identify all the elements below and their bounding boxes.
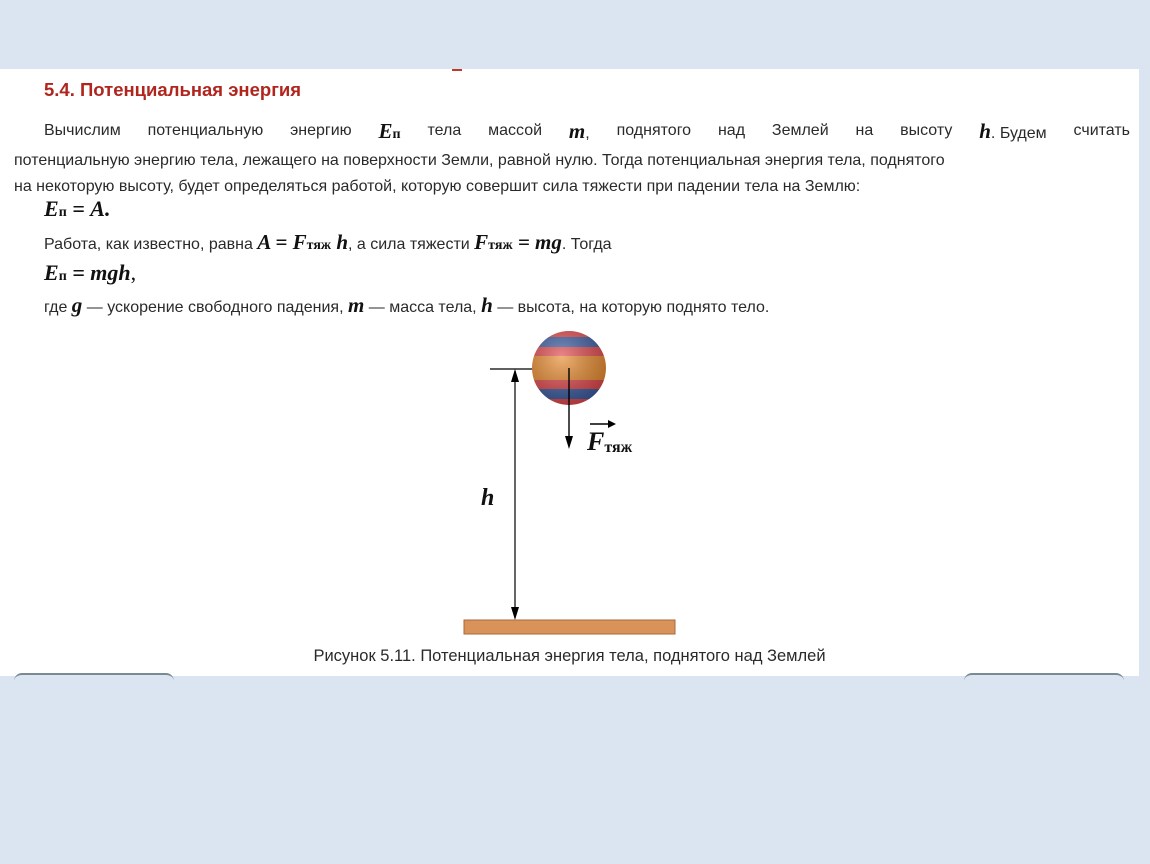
para-line-1: Вычислим потенциальную энергию Eп тела массой m, поднятого над Землей на высоту h. Будем считать: [14, 118, 1130, 148]
ball: [530, 329, 610, 407]
figure-caption: Рисунок 5.11. Потенциальная энергия тела, поднятого над Землей: [313, 647, 826, 665]
next-page-button[interactable]: [964, 673, 1124, 689]
formula-ep-equals-mgh: Eп = mgh,: [44, 260, 137, 285]
height-arrow-top-head: [511, 369, 519, 382]
intro-paragraph: [14, 118, 1130, 200]
para-line-3: на некоторую высоту, будет определяться работой, которую совершит сила тяжести при падении тела на Землю:: [14, 178, 861, 195]
force-vector-bar-head: [608, 420, 616, 428]
prev-page-button[interactable]: [14, 673, 174, 689]
slide-background-right: [1139, 69, 1150, 676]
where-line: где g — ускорение свободного падения, m — масса тела, h — высота, на которую поднято тело.: [44, 293, 770, 317]
height-label: h: [481, 485, 495, 511]
height-arrow-bottom-head: [511, 607, 519, 620]
symbol-e-p: Eп: [378, 119, 401, 143]
section-title: 5.4. Потенциальная энергия: [44, 79, 302, 100]
slide-background-top: [0, 0, 1150, 69]
document-page: [0, 69, 1139, 676]
ground-surface: [464, 620, 675, 634]
gravity-force-arrow-head: [565, 436, 573, 449]
symbol-m: m,: [568, 119, 590, 143]
para-line-2: потенциальную энергию тела, лежащего на поверхности Земли, равной нулю. Тогда потенциальная энергия тела, поднятого: [14, 152, 945, 169]
work-line: Работа, как известно, равна A = Fтяж h, а сила тяжести Fтяж = mg. Тогда: [44, 230, 612, 254]
formula-ep-equals-a: Eп = A.: [44, 196, 111, 221]
header-rule-fragment: [452, 69, 462, 71]
symbol-h: h. Будем: [979, 119, 1047, 143]
force-label: Fтяж: [587, 427, 633, 456]
